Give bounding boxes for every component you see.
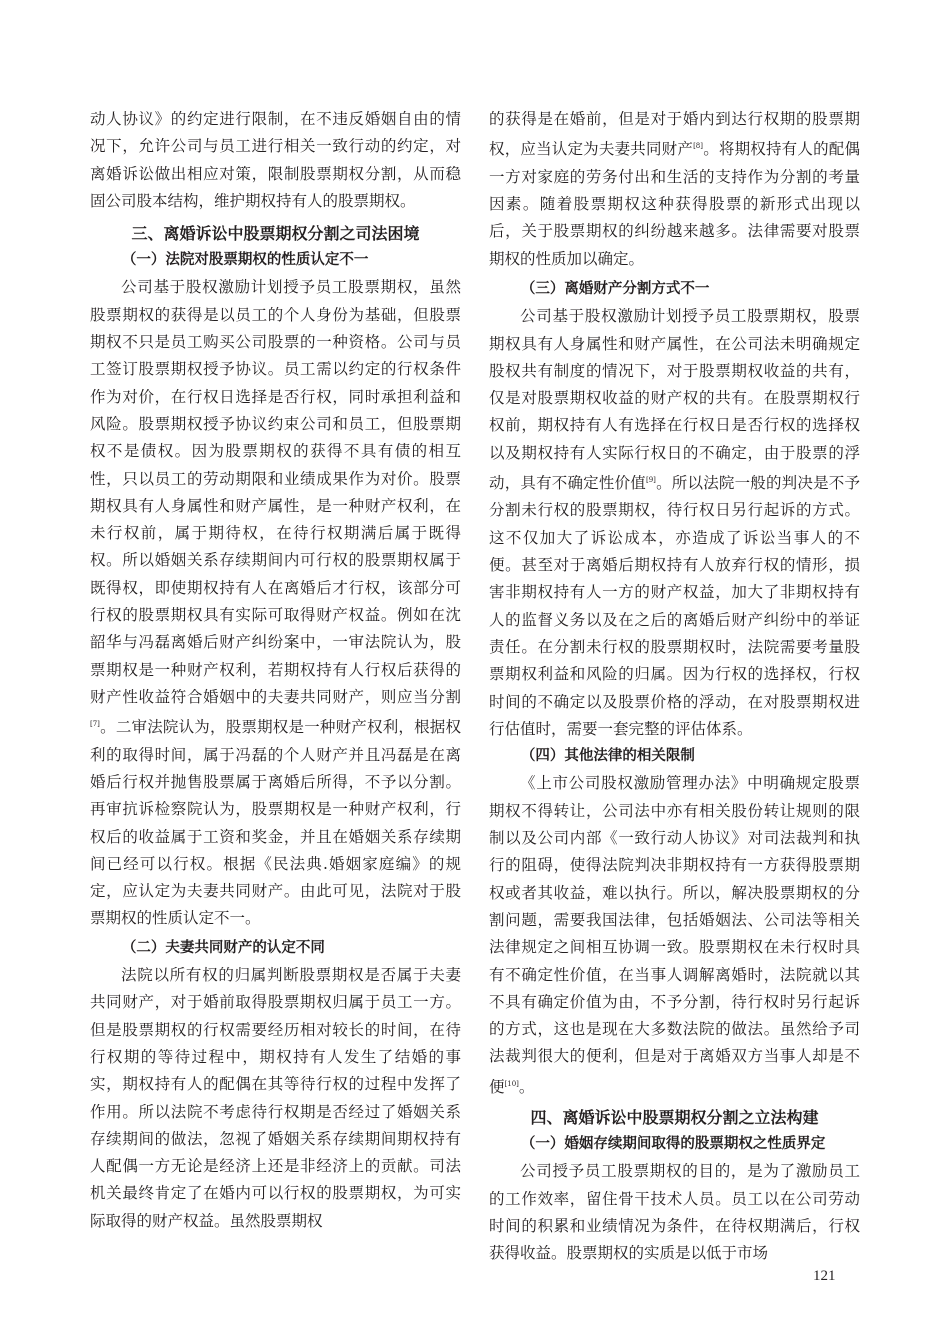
section-heading: 三、离婚诉讼中股票期权分割之司法困境 [131,224,420,244]
section-heading: 四、离婚诉讼中股票期权分割之立法构建 [530,1108,819,1128]
body-text: 。将期权持有人的配偶一方对家庭的劳务付出和生活的支持作为分割的考量因素。随着股票期权这种获得股票的新形式出现以后，关于股票期权的纠纷越来越多。法律需要对股票期权的性质加以确定。 [489,140,860,268]
citation-marker: [9] [645,476,656,485]
body-text: 。 [518,1077,535,1096]
subsection-heading: （三）离婚财产分割方式不一 [520,280,710,297]
subsection-heading: （一）婚姻存续期间取得的股票期权之性质界定 [520,1136,826,1153]
body-paragraph: 法院以所有权的归属判断股票期权是否属于夫妻共同财产，对于婚前取得股票期权归属于员工一方。但是股票期权的行权需要经历相对较长的时间，在待行权期的等待过程中，期权持有人发生了结婚的事实，期权持有人的配偶在其等待行权的过程中发挥了作用。所以法院不考虑待行权期是否经过了婚姻关系存续期间的做法，忽视了婚姻关系存续期间期权持有人配偶一方无论是经济上还是非经济上的贡献。司法机关最终肯定了在婚内可以行权的股票期权，为可实际取得的财产权益。虽然股票期权 [90,966,461,1230]
citation-marker: [8] [693,142,703,151]
citation-marker: [7] [90,720,100,729]
subsection-heading: （四）其他法律的相关限制 [520,748,695,765]
body-text: 。所以法院一般的判决是不予分割未行权的股票期权，待行权日另行起诉的方式。这不仅加大了诉讼成本，亦造成了诉讼当事人的不便。甚至对于离婚后期权持有人放弃行权的情形，损害非期权持有人一方的财产权益，加大了非期权持有人的监督义务以及在之后的离婚后财产纠纷中的举证责任。在分割未行权的股票期权时，法院需要考量股票期权利益和风险的归属。因为行权的选择权，行权时间的不确定以及股票价格的浮动，在对股票期权进行估值时，需要一套完整的评估体系。 [489,474,860,738]
body-text: 的获得是在婚前，但是对于婚内到达行权期的股票期权，应当认定为夫妻共同财产 [489,110,860,159]
citation-marker: [10] [504,1079,519,1088]
body-paragraph [489,770,860,1101]
body-text: 《上市公司股权激励管理办法》中明确规定股票期权不得转让，公司法中亦有相关股份转让规则的限制以及公司内部《一致行动人协议》对司法裁判和执行的阻碍，使得法院判决非期权持有一方获得股票期权或者其收益，难以执行。所以，解决股票期权的分割问题，需要我国法律，包括婚姻法、公司法等相关法律规定之间相互协调一致。股票期权在未行权时具有不确定性价值，在当事人调解离婚时，法院就以其不具有确定价值为由，不予分割，待行权时另行起诉的方式，这也是现在大多数法院的做法。虽然给予司法裁判很大的便利，但是对于离婚双方当事人却是不便 [489,774,860,1096]
body-text: 。二审法院认为，股票期权是一种财产权利，根据权利的取得时间，属于冯磊的个人财产并且冯磊是在离婚后行权并抛售股票属于离婚后所得，不予以分割。再审抗诉检察院认为，股票期权是一种财产权利，行权后的收益属于工资和奖金，并且在婚姻关系存续期间已经可以行权。根据《民法典.婚姻家庭编》的规定，应认定为夫妻共同财产。由此可见，法院对于股票期权的性质认定不一。 [90,718,461,928]
body-paragraph: 动人协议》的约定进行限制，在不违反婚姻自由的情况下，允许公司与员工进行相关一致行动的约定，对离婚诉讼做出相应对策，限制股票期权分割，从而稳固公司股本结构，维护期权持有人的股票期权。 [90,110,461,210]
body-paragraph [489,106,860,273]
left-column [90,106,461,1235]
body-paragraph [90,274,461,932]
page-number: 121 [813,1268,836,1284]
subsection-heading: （二）夫妻共同财产的认定不同 [121,939,325,956]
body-text: 公司基于股权激励计划授予员工股票期权，虽然股票期权的获得是以员工的个人身份为基础，但股票期权不只是员工购买公司股票的一种资格。公司与员工签订股票期权授予协议。员工需以约定的行权条件作为对价，在行权日选择是否行权，同时承担利益和风险。股票期权授予协议约束公司和员工，但股票期权不是债权。因为股票期权的获得不具有债的相互性，只以员工的劳动期限和业绩成果作为对价。股票期权具有人身属性和财产属性，是一种财产权利，在未行权前，属于期待权，在待行权期满后属于既得权。所以婚姻关系存续期间内可行权的股票期权属于既得权，即使期权持有人在离婚后才行权，该部分可行权的股票期权具有实际可取得财产权益。例如在沈韶华与冯磊离婚后财产纠纷案中，一审法院认为，股票期权是一种财产权利，若期权持有人行权后获得的财产性收益符合婚姻中的夫妻共同财产，则应当分割 [90,278,461,706]
subsection-heading: （一）法院对股票期权的性质认定不一 [121,252,369,269]
body-text: 公司基于股权激励计划授予员工股票期权，股票期权具有人身属性和财产属性，在公司法未明确规定股权共有制度的情况下，对于股票期权收益的共有，仅是对股票期权收益的财产权的共有。在股票期权行权前，期权持有人有选择在行权日是否行权的选择权以及期权持有人实际行权日的不确定，由于股票的浮动，具有不确定性价值 [489,307,860,493]
right-column [489,106,860,1268]
body-paragraph [489,303,860,743]
body-paragraph: 公司授予员工股票期权的目的，是为了激励员工的工作效率，留住骨干技术人员。员工以在公司劳动时间的积累和业绩情况为条件，在待权期满后，行权获得收益。股票期权的实质是以低于市场 [489,1162,860,1263]
